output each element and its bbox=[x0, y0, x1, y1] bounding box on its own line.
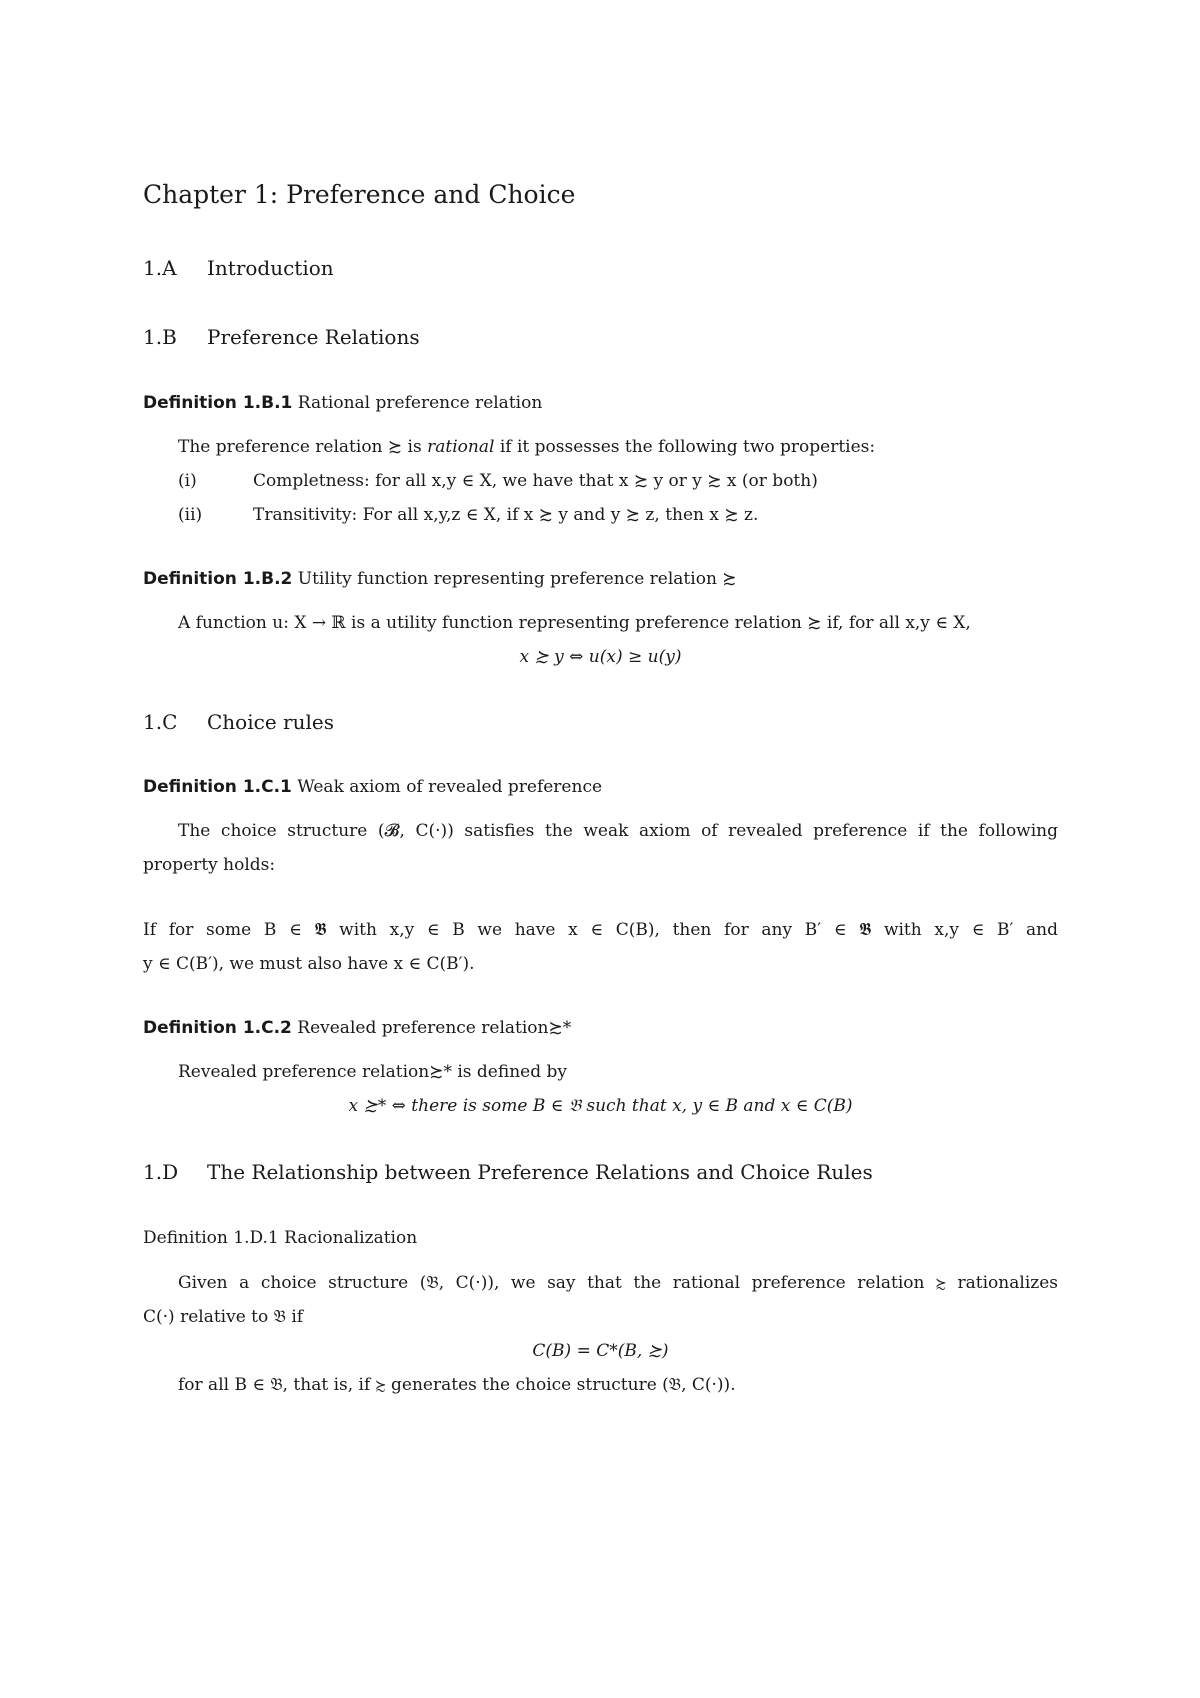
definition-label: Definition 1.C.2 bbox=[143, 1018, 292, 1038]
definition-title: Racionalization bbox=[284, 1228, 418, 1248]
definition-heading-1b2 bbox=[143, 569, 737, 589]
property-item bbox=[178, 505, 758, 525]
definition-body-line: C(·) relative to 𝔅 if bbox=[143, 1307, 304, 1327]
intro-text-end: if it possesses the following two properties: bbox=[494, 437, 876, 457]
rationalization-formula: C(B) = C*(B, ≿) bbox=[532, 1341, 669, 1361]
definition-intro bbox=[178, 437, 875, 457]
definition-heading-1b1 bbox=[143, 393, 542, 413]
definition-title: Weak axiom of revealed preference bbox=[297, 777, 603, 797]
axiom-condition-line: If for some B ∈ 𝕭 with x,y ∈ B we have x ∈ C(B), then for any B′ ∈ 𝕭 with x,y ∈ B′ and bbox=[143, 920, 1058, 940]
intro-emphasis: rational bbox=[427, 437, 495, 457]
definition-label: Definition 1.D.1 bbox=[143, 1228, 279, 1248]
definition-title: Utility function representing preference relation ≿ bbox=[297, 569, 737, 589]
item-number: (ii) bbox=[178, 505, 203, 525]
item-text: Completness: for all x,y ∈ X, we have that x ≿ y or y ≿ x (or both) bbox=[253, 471, 818, 491]
definition-label: Definition 1.B.2 bbox=[143, 569, 293, 589]
revealed-preference-formula: x ≿* ⇔ there is some B ∈ 𝔅 such that x, y ∈ B and x ∈ C(B) bbox=[348, 1096, 853, 1116]
definition-title: Rational preference relation bbox=[297, 393, 543, 413]
section-title: The Relationship between Preference Relations and Choice Rules bbox=[207, 1160, 873, 1184]
section-heading-1d bbox=[143, 1160, 873, 1184]
definition-body-line: property holds: bbox=[143, 855, 276, 875]
section-title: Choice rules bbox=[207, 710, 334, 734]
section-number: 1.D bbox=[143, 1160, 179, 1184]
utility-formula: x ≿ y ⇔ u(x) ≥ u(y) bbox=[519, 647, 682, 667]
item-number: (i) bbox=[178, 471, 197, 491]
intro-text: The preference relation ≿ is bbox=[178, 437, 428, 457]
definition-label: Definition 1.C.1 bbox=[143, 777, 292, 797]
section-heading-1c bbox=[143, 710, 334, 734]
definition-title: Revealed preference relation≿* bbox=[297, 1018, 572, 1038]
section-heading-1b bbox=[143, 325, 420, 349]
definition-heading-1c1 bbox=[143, 777, 602, 797]
definition-heading-1c2 bbox=[143, 1018, 571, 1038]
section-heading-1a bbox=[143, 256, 334, 280]
property-item bbox=[178, 471, 818, 491]
definition-body: A function u: X → ℝ is a utility function representing preference relation ≿ if, for all x,y ∈ X, bbox=[178, 613, 971, 633]
definition-closing: for all B ∈ 𝔅, that is, if ≿ generates the choice structure (𝔅, C(·)). bbox=[178, 1375, 736, 1395]
item-text: Transitivity: For all x,y,z ∈ X, if x ≿ y and y ≿ z, then x ≿ z. bbox=[253, 505, 759, 525]
definition-body-line: Given a choice structure (𝔅, C(·)), we say that the rational preference relation ≿ rationalizes bbox=[178, 1273, 1058, 1293]
chapter-title: Chapter 1: Preference and Choice bbox=[143, 180, 576, 209]
axiom-condition-line: y ∈ C(B′), we must also have x ∈ C(B′). bbox=[143, 954, 475, 974]
section-title: Preference Relations bbox=[207, 325, 420, 349]
definition-label: Definition 1.B.1 bbox=[143, 393, 293, 413]
section-title: Introduction bbox=[207, 256, 334, 280]
definition-body-line: The choice structure (𝓑, C(·)) satisfies the weak axiom of revealed preference if the following bbox=[178, 821, 1058, 841]
definition-heading-1d1 bbox=[143, 1228, 417, 1248]
definition-body: Revealed preference relation≿* is defined by bbox=[178, 1062, 567, 1082]
section-number: 1.C bbox=[143, 710, 178, 734]
section-number: 1.B bbox=[143, 325, 177, 349]
section-number: 1.A bbox=[143, 256, 177, 280]
